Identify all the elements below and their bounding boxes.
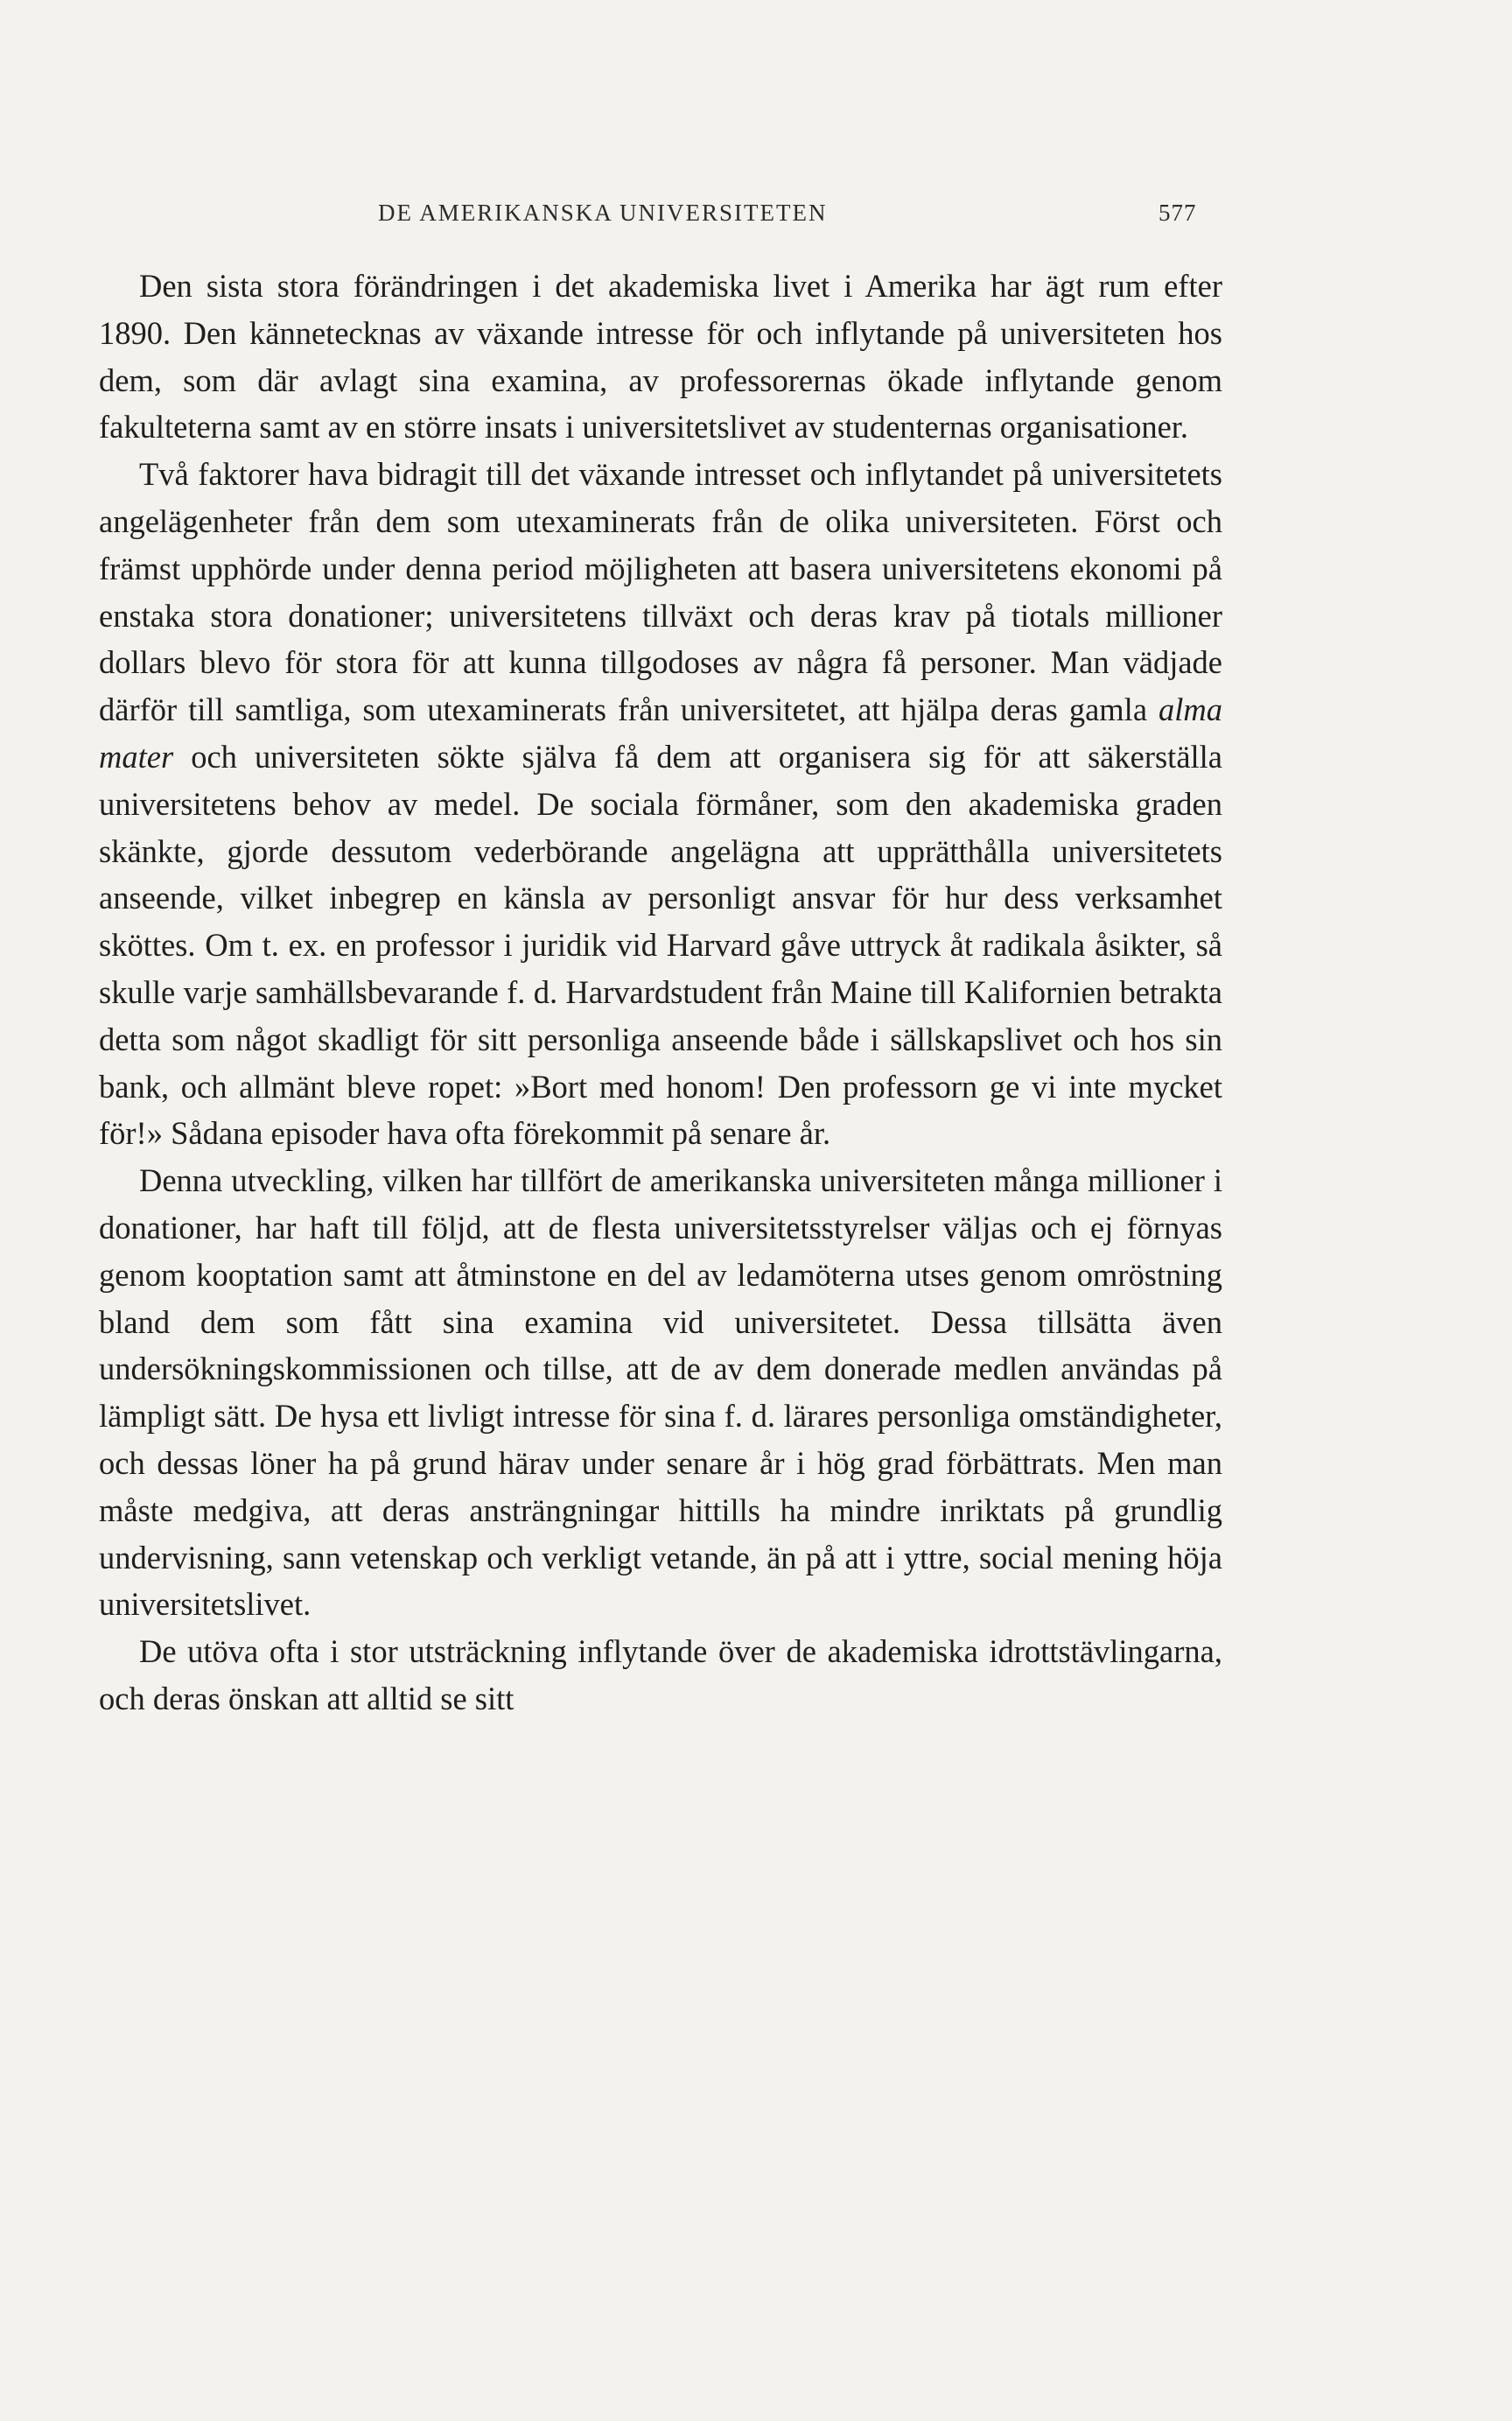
running-head	[0, 200, 1512, 235]
paragraph-4: De utöva ofta i stor utsträckning inflytande över de akademiska idrottstävlingarna, och deras önskan att alltid se sitt	[99, 1633, 1222, 1716]
paragraph-2	[99, 451, 1222, 1157]
page-number: 577	[1158, 200, 1197, 226]
paragraph-1: Den sista stora förändringen i det akademiska livet i Amerika har ägt rum efter 1890. Den kännetecknas av växande intresse för och inflytande på universiteten hos dem, som där avlagt sina examina, av professorernas ökade inflytande genom fakulteterna samt av en större insats i universitetslivet av studenternas organisationer.	[99, 268, 1222, 446]
italic-phrase: alma mater	[99, 691, 1222, 775]
paragraph-3: Denna utveckling, vilken har tillfört de amerikanska universiteten många millioner i donationer, har haft till följd, att de flesta universitetsstyrelser väljas och ej förnyas genom kooptation samt att åtminstone en del av ledamöterna utses genom omröstning bland dem som fått sina examina vid universitetet. Dessa tillsätta även undersökningskommissionen och tillse, att de av dem donerade medlen användas på lämpligt sätt. De hysa ett livligt intresse för sina f. d. lärares personliga omständigheter, och dessas löner ha på grund härav under senare år i hög grad förbättrats. Men man måste medgiva, att deras ansträngningar hittills ha mindre inriktats på grundlig undervisning, sann vetenskap och verkligt vetande, än på att i yttre, social mening höja universitetslivet.	[99, 1162, 1222, 1623]
paragraph-2-part-1: Två faktorer hava bidragit till det växande intresset och inflytandet på universitetets angelägenheter från dem som utexaminerats från de olika universiteten. Först och främst upphörde under denna period möjligheten att basera universitetens ekonomi på enstaka stora donationer; universitetens tillväxt och deras krav på tiotals millioner dollars blevo för stora för att kunna tillgodoses av några få personer. Man vädjade därför till samtliga, som utexaminerats från universitetet, att hjälpa deras gamla	[99, 456, 1222, 728]
body-text	[99, 263, 1222, 1723]
paragraph-2-part-2: och universiteten sökte själva få dem att organisera sig för att säkerställa universitetens behov av medel. De sociala förmåner, som den akademiska graden skänkte, gjorde dessutom vederbörande angelägna att upprätthålla universitetets anseende, vilket inbegrep en känsla av personligt ansvar för hur dess verksamhet sköttes. Om t. ex. en professor i juridik vid Harvard gåve uttryck åt radikala åsikter, så skulle varje samhällsbevarande f. d. Harvardstudent från Maine till Kalifornien betrakta detta som något skadligt för sitt personliga anseende både i sällskapslivet och hos sin bank, och allmänt bleve ropet: »Bort med honom! Den professorn ge vi inte mycket för!» Sådana episoder hava ofta förekommit på senare år.	[99, 738, 1222, 1152]
running-head-title: DE AMERIKANSKA UNIVERSITETEN	[378, 200, 828, 226]
